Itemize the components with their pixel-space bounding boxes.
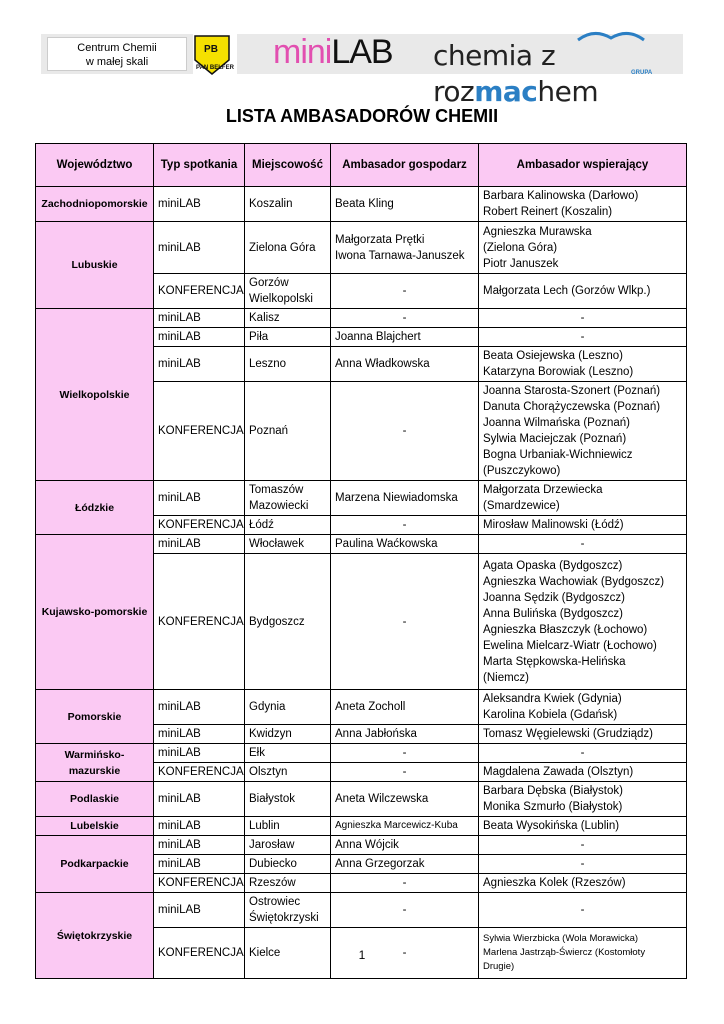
cell-typ: KONFERENCJA <box>154 874 245 893</box>
header-banner <box>41 28 683 108</box>
cell-wspierajacy: - <box>479 535 687 554</box>
cell-miejscowosc: Gorzów Wielkopolski <box>245 274 331 309</box>
centrum-chemii-logo <box>47 37 187 71</box>
cell-gospodarz: Aneta Zocholl <box>331 690 479 725</box>
col-header-gospodarz: Ambasador gospodarz <box>331 144 479 187</box>
cell-wspierajacy: Joanna Starosta-Szonert (Poznań) Danuta Chorążyczewska (Poznań) Joanna Wilmańska (Poznań) Sylwia Maciejczak (Poznań) Bogna Urbaniak-Wichniewicz (Puszczykowo) <box>479 382 687 481</box>
chemia-suffix: hem <box>537 75 599 108</box>
cell-typ: miniLAB <box>154 782 245 817</box>
cell-wspierajacy: Agata Opaska (Bydgoszcz) Agnieszka Wachowiak (Bydgoszcz) Joanna Sędzik (Bydgoszcz) Anna Bulińska (Bydgoszcz) Agnieszka Błaszczyk (Łochowo) Ewelina Mielcarz-Wiatr (Łochowo) Marta Stępkowska-Helińska (Niemcz) <box>479 554 687 690</box>
cell-wspierajacy: Magdalena Zawada (Olsztyn) <box>479 763 687 782</box>
cell-typ: KONFERENCJA <box>154 763 245 782</box>
cell-wspierajacy: Małgorzata Lech (Gorzów Wlkp.) <box>479 274 687 309</box>
table-row <box>36 222 687 274</box>
cell-typ: KONFERENCJA <box>154 554 245 690</box>
cell-typ: miniLAB <box>154 855 245 874</box>
cell-wspierajacy: Beata Osiejewska (Leszno) Katarzyna Borowiak (Leszno) <box>479 347 687 382</box>
pan-belfer-logo <box>193 34 237 76</box>
cell-gospodarz: - <box>331 893 479 928</box>
pb-logo-text: PB <box>204 44 218 55</box>
cell-gospodarz: - <box>331 928 479 979</box>
cell-miejscowosc: Kalisz <box>245 309 331 328</box>
cell-miejscowosc: Rzeszów <box>245 874 331 893</box>
cell-miejscowosc: Tomaszów Mazowiecki <box>245 481 331 516</box>
cell-typ: miniLAB <box>154 725 245 744</box>
cell-miejscowosc: Ostrowiec Świętokrzyski <box>245 893 331 928</box>
cell-miejscowosc: Piła <box>245 328 331 347</box>
cell-gospodarz: - <box>331 763 479 782</box>
cell-miejscowosc: Dubiecko <box>245 855 331 874</box>
table-row <box>36 187 687 222</box>
chemia-prefix: chemia z roz <box>433 39 556 108</box>
cell-miejscowosc: Koszalin <box>245 187 331 222</box>
cell-wspierajacy: Aleksandra Kwiek (Gdynia) Karolina Kobiela (Gdańsk) <box>479 690 687 725</box>
cell-gospodarz: Aneta Wilczewska <box>331 782 479 817</box>
cell-typ: miniLAB <box>154 744 245 763</box>
cell-miejscowosc: Łódź <box>245 516 331 535</box>
cell-wspierajacy: Tomasz Węgielewski (Grudziądz) <box>479 725 687 744</box>
pb-logo-sub: PAN BELFER <box>196 65 234 71</box>
cell-miejscowosc: Lublin <box>245 817 331 836</box>
cell-wspierajacy: - <box>479 309 687 328</box>
cell-typ: miniLAB <box>154 347 245 382</box>
cell-wspierajacy: Sylwia Wierzbicka (Wola Morawicka) Marlena Jastrząb-Świercz (Kostomłoty Drugie) <box>479 928 687 979</box>
cell-gospodarz: Anna Grzegorzak <box>331 855 479 874</box>
table-row <box>36 744 687 763</box>
cell-miejscowosc: Olsztyn <box>245 763 331 782</box>
table-row <box>36 817 687 836</box>
grupa-label: GRUPA <box>631 70 653 76</box>
cell-typ: miniLAB <box>154 893 245 928</box>
page-title: LISTA AMBASADORÓW CHEMII <box>225 106 499 126</box>
cell-typ: miniLAB <box>154 481 245 516</box>
cell-gospodarz: Beata Kling <box>331 187 479 222</box>
ambassadors-table <box>35 143 687 979</box>
cell-wojewodztwo: Warmińsko- mazurskie <box>36 744 154 782</box>
page-number: 1 <box>358 948 366 962</box>
cell-wojewodztwo: Wielkopolskie <box>36 309 154 481</box>
col-header-miejscowosc: Miejscowość <box>245 144 331 187</box>
cell-gospodarz: - <box>331 382 479 481</box>
table-header-row <box>36 144 687 187</box>
cell-gospodarz: Agnieszka Marcewicz-Kuba <box>331 817 479 836</box>
cell-miejscowosc: Białystok <box>245 782 331 817</box>
cell-wspierajacy: Beata Wysokińska (Lublin) <box>479 817 687 836</box>
cell-typ: miniLAB <box>154 836 245 855</box>
cell-gospodarz: Paulina Waćkowska <box>331 535 479 554</box>
cell-gospodarz: - <box>331 516 479 535</box>
cell-miejscowosc: Gdynia <box>245 690 331 725</box>
cell-wojewodztwo: Łódzkie <box>36 481 154 535</box>
cell-miejscowosc: Kwidzyn <box>245 725 331 744</box>
cell-typ: miniLAB <box>154 187 245 222</box>
cell-typ: miniLAB <box>154 328 245 347</box>
cell-wspierajacy: - <box>479 836 687 855</box>
cell-wspierajacy: - <box>479 893 687 928</box>
cell-wspierajacy: - <box>479 744 687 763</box>
cell-wspierajacy: Barbara Kalinowska (Darłowo) Robert Reinert (Koszalin) <box>479 187 687 222</box>
cell-wojewodztwo: Podkarpackie <box>36 836 154 893</box>
table-row <box>36 309 687 328</box>
centrum-line1: Centrum Chemii <box>77 42 157 54</box>
cell-gospodarz: Anna Władkowska <box>331 347 479 382</box>
cell-wspierajacy: Agnieszka Kolek (Rzeszów) <box>479 874 687 893</box>
cell-wojewodztwo: Świętokrzyskie <box>36 893 154 979</box>
cell-wojewodztwo: Pomorskie <box>36 690 154 744</box>
minilab-mini: mini <box>273 33 332 71</box>
cell-miejscowosc: Leszno <box>245 347 331 382</box>
table-body <box>36 187 687 979</box>
cell-wojewodztwo: Podlaskie <box>36 782 154 817</box>
cell-wspierajacy: Barbara Dębska (Białystok) Monika Szmurło (Białystok) <box>479 782 687 817</box>
table-row <box>36 893 687 928</box>
cell-gospodarz: - <box>331 309 479 328</box>
cell-typ: miniLAB <box>154 690 245 725</box>
cell-miejscowosc: Kielce <box>245 928 331 979</box>
cell-typ: KONFERENCJA <box>154 382 245 481</box>
cell-typ: miniLAB <box>154 817 245 836</box>
table-row <box>36 782 687 817</box>
cell-wojewodztwo: Lubuskie <box>36 222 154 309</box>
cell-miejscowosc: Włocławek <box>245 535 331 554</box>
cell-gospodarz: Joanna Blajchert <box>331 328 479 347</box>
col-header-wojewodztwo: Województwo <box>36 144 154 187</box>
cell-wspierajacy: Agnieszka Murawska (Zielona Góra) Piotr Januszek <box>479 222 687 274</box>
cell-miejscowosc: Jarosław <box>245 836 331 855</box>
table-row <box>36 481 687 516</box>
col-header-typ: Typ spotkania <box>154 144 245 187</box>
minilab-logo <box>273 30 393 74</box>
cell-wojewodztwo: Kujawsko-pomorskie <box>36 535 154 690</box>
cell-gospodarz: Anna Jabłońska <box>331 725 479 744</box>
cell-miejscowosc: Poznań <box>245 382 331 481</box>
cell-wojewodztwo: Zachodniopomorskie <box>36 187 154 222</box>
cell-gospodarz: Anna Wójcik <box>331 836 479 855</box>
cell-gospodarz: Marzena Niewiadomska <box>331 481 479 516</box>
cell-typ: miniLAB <box>154 309 245 328</box>
cell-wspierajacy: Mirosław Malinowski (Łódź) <box>479 516 687 535</box>
minilab-lab: LAB <box>331 33 393 71</box>
cell-typ: miniLAB <box>154 535 245 554</box>
centrum-line2: w małej skali <box>85 56 149 68</box>
cell-wspierajacy: - <box>479 855 687 874</box>
cell-gospodarz: - <box>331 874 479 893</box>
cell-miejscowosc: Ełk <box>245 744 331 763</box>
cell-gospodarz: - <box>331 554 479 690</box>
chemia-mac: mac <box>474 75 538 108</box>
cell-wspierajacy: - <box>479 328 687 347</box>
cell-miejscowosc: Bydgoszcz <box>245 554 331 690</box>
cell-wojewodztwo: Lubelskie <box>36 817 154 836</box>
table-row <box>36 836 687 855</box>
cell-miejscowosc: Zielona Góra <box>245 222 331 274</box>
cell-gospodarz: Małgorzata Prętki Iwona Tarnawa-Januszek <box>331 222 479 274</box>
table-row <box>36 690 687 725</box>
table-row <box>36 535 687 554</box>
cell-wspierajacy: Małgorzata Drzewiecka (Smardzewice) <box>479 481 687 516</box>
cell-typ: KONFERENCJA <box>154 928 245 979</box>
cell-typ: miniLAB <box>154 222 245 274</box>
cell-typ: KONFERENCJA <box>154 274 245 309</box>
col-header-wspierajacy: Ambasador wspierający <box>479 144 687 187</box>
cell-typ: KONFERENCJA <box>154 516 245 535</box>
cell-gospodarz: - <box>331 274 479 309</box>
cell-gospodarz: - <box>331 744 479 763</box>
